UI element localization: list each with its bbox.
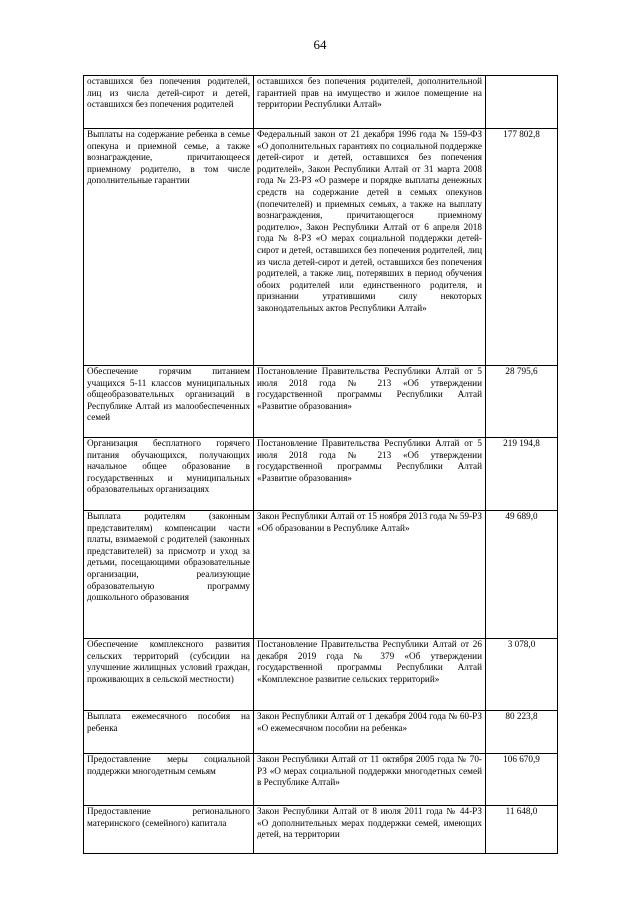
measure-name-cell: Организация бесплатного горячего питания обучающихся, получающих начальное общее образование в государственных и муниципальных образовательных организациях [84, 438, 254, 511]
table-row [84, 366, 558, 438]
legal-basis-cell: Постановление Правительства Республики Алтай от 26 декабря 2019 года № 379 «Об утверждении государственной программы Республики Алтай «Комплексное развитие сельских территорий» [254, 639, 486, 711]
measure-name-cell: Обеспечение горячим питанием учащихся 5-11 классов муниципальных общеобразовательных организаций в Республике Алтай из малообеспеченных семей [84, 366, 254, 438]
amount-cell: 3 078,0 [486, 639, 558, 711]
legal-basis-cell: оставшихся без попечения родителей, дополнительной гарантией прав на имущество и жилое помещение на территории Республики Алтай» [254, 76, 486, 129]
table-row [84, 806, 558, 854]
amount-cell: 106 670,9 [486, 754, 558, 806]
measure-name-cell: Обеспечение комплексного развития сельских территорий (субсидии на улучшение жилищных условий граждан, проживающих в сельской местности) [84, 639, 254, 711]
legal-basis-cell: Федеральный закон от 21 декабря 1996 года № 159-ФЗ «О дополнительных гарантиях по социальной поддержке детей-сирот и детей, оставшихся без попечения родителей», Закон Республики Алтай от 31 марта 2008 года № 23-РЗ «О размере и порядке выплаты денежных средств на содержание детей в семьях опекунов (попечителей) и приемных семьях, а также на выплату вознаграждения, причитающегося приемному родителю», Закон Республики Алтай от 6 апреля 2018 года № 8-РЗ «О мерах социальной поддержки детей-сирот и детей, оставшихся без попечения родителей, лиц из числа детей-сирот и детей, оставшихся без попечения родителей, а также лиц, потерявших в период обучения обоих родителей или единственного родителя, и признании утратившими силу некоторых законодательных актов Республики Алтай» [254, 129, 486, 366]
measure-name-cell: оставшихся без попечения родителей, лиц из числа детей-сирот и детей, оставшихся без попечения родителей [84, 76, 254, 129]
amount-cell: 28 795,6 [486, 366, 558, 438]
legal-basis-cell: Закон Республики Алтай от 11 октября 2005 года № 70-РЗ «О мерах социальной поддержки многодетных семей в Республике Алтай» [254, 754, 486, 806]
table-row [84, 711, 558, 754]
measure-name-cell: Выплата родителям (законным представителям) компенсации части платы, взимаемой с родителей (законных представителей) за присмотр и уход за детьми, посещающими образовательные организации, реализующие образовательную программу дошкольного образования [84, 511, 254, 639]
table-row [84, 639, 558, 711]
amount-cell: 177 802,8 [486, 129, 558, 366]
table-row [84, 76, 558, 129]
legal-basis-cell: Закон Республики Алтай от 1 декабря 2004 года № 60-РЗ «О ежемесячном пособии на ребенка» [254, 711, 486, 754]
table-row [84, 129, 558, 366]
amount-cell: 49 689,0 [486, 511, 558, 639]
expenditure-table [83, 75, 558, 854]
page-number: 64 [313, 37, 327, 52]
legal-basis-cell: Закон Республики Алтай от 8 июля 2011 года № 44-РЗ «О дополнительных мерах поддержки семей, имеющих детей, на территории [254, 806, 486, 854]
amount-cell: 11 648,0 [486, 806, 558, 854]
legal-basis-cell: Постановление Правительства Республики Алтай от 5 июля 2018 года № 213 «Об утверждении государственной программы Республики Алтай «Развитие образования» [254, 366, 486, 438]
table-row [84, 438, 558, 511]
amount-cell: 80 223,8 [486, 711, 558, 754]
amount-cell: 219 194,8 [486, 438, 558, 511]
measure-name-cell: Предоставление меры социальной поддержки многодетным семьям [84, 754, 254, 806]
amount-cell [486, 76, 558, 129]
table-row [84, 754, 558, 806]
measure-name-cell: Выплата ежемесячного пособия на ребенка [84, 711, 254, 754]
legal-basis-cell: Закон Республики Алтай от 15 ноября 2013 года № 59-РЗ «Об образовании в Республике Алтай» [254, 511, 486, 639]
table-row [84, 511, 558, 639]
legal-basis-cell: Постановление Правительства Республики Алтай от 5 июля 2018 года № 213 «Об утверждении государственной программы Республики Алтай «Развитие образования» [254, 438, 486, 511]
measure-name-cell: Предоставление регионального материнского (семейного) капитала [84, 806, 254, 854]
measure-name-cell: Выплаты на содержание ребенка в семье опекуна и приемной семье, а также вознаграждение, причитающееся приемному родителю, в том числе дополнительные гарантии [84, 129, 254, 366]
